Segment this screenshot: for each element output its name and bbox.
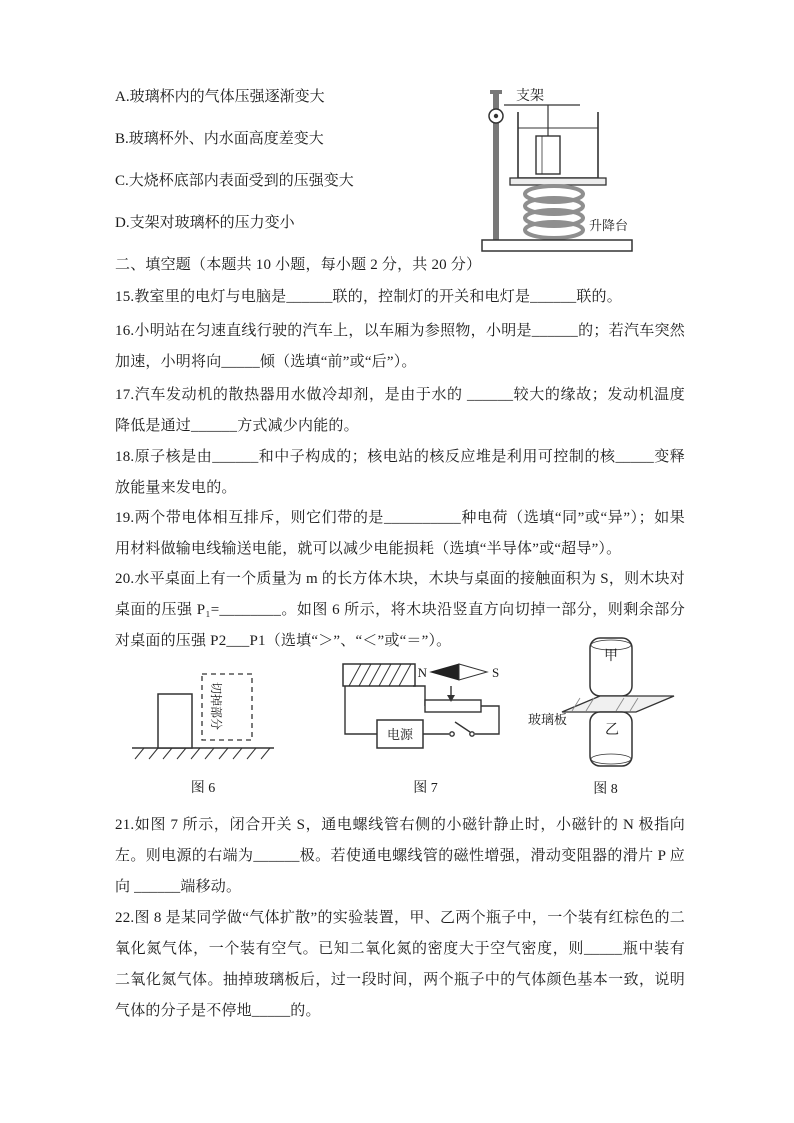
cut-portion-label: 切掉部分 <box>209 682 223 731</box>
question-19: 19.两个带电体相互排斥，则它们带的是__________种电荷（选填“同”或“异”）；如果用材料做输电线输送电能，就可以减少电能损耗（选填“半导体”或“超导”）。 <box>115 510 685 557</box>
glass-plate-label: 玻璃板 <box>528 712 568 727</box>
figure-8-caption: 图 8 <box>593 782 618 797</box>
bottle-top <box>590 638 632 696</box>
rheostat <box>425 700 481 712</box>
figure-6-caption: 图 6 <box>190 781 216 796</box>
question-21: 21.如图 7 所示，闭合开关 S，通电螺线管右侧的小磁针静止时，小磁针的 N 极指向左。则电源的右端为______极。若使通电螺线管的磁性增强，滑动变阻器的滑片 P 应向 ______端移动。 <box>115 817 685 895</box>
figure-6-diagram <box>128 656 278 768</box>
block-remaining <box>158 694 192 748</box>
bottle-bottom-label: 乙 <box>605 723 619 738</box>
stand-label: 支架 <box>516 89 544 104</box>
glass-plate <box>562 696 674 712</box>
question-18: 18.原子核是由______和中子构成的；核电站的核反应堆是利用可控制的核_____变释放能量来发电的。 <box>115 449 685 496</box>
inverted-glass <box>536 136 560 174</box>
ground-hatching <box>135 748 270 759</box>
compass-s-label: S <box>492 665 500 680</box>
option-a: A.玻璃杯内的气体压强逐渐变大 <box>115 89 325 105</box>
section-title: 二、填空题（本题共 10 小题，每小题 2 分，共 20 分） <box>115 257 482 273</box>
figure-7-diagram <box>333 650 518 768</box>
power-supply-label: 电源 <box>386 727 414 742</box>
platform-plate <box>510 178 606 185</box>
figure-7-caption: 图 7 <box>413 781 438 796</box>
option-d: D.支架对玻璃杯的压力变小 <box>115 215 295 231</box>
platform-label: 升降台 <box>589 218 629 233</box>
option-b: B.玻璃杯外、内水面高度差变大 <box>115 131 324 147</box>
figure-8-diagram <box>528 634 683 769</box>
bottle-bottom <box>590 712 632 766</box>
spring <box>525 186 583 238</box>
question-15: 15.教室里的电灯与电脑是______联的，控制灯的开关和电灯是______联的。 <box>115 289 622 305</box>
figure-8 <box>528 634 683 798</box>
option-c: C.大烧杯底部内表面受到的压强变大 <box>115 173 354 189</box>
bottle-top-label: 甲 <box>604 649 618 664</box>
question-20: 20.水平桌面上有一个质量为 m 的长方体木块，木块与桌面的接触面积为 S，则木块对桌面的压强 P₁=________。如图 6 所示，将木块沿竖直方向切掉一部分，则剩余部分对桌面的压强 P2___P1（选填“＞”、“＜”或“＝”）。 <box>115 571 685 649</box>
question-17: 17.汽车发动机的散热器用水做冷却剂，是由于水的 ______较大的缘故；发动机温度降低是通过______方式减少内能的。 <box>115 387 685 434</box>
switch <box>450 722 474 736</box>
question-22: 22.图 8 是某同学做“气体扩散”的实验装置，甲、乙两个瓶子中，一个装有红棕色的二氧化氮气体，一个装有空气。已知二氧化氮的密度大于空气密度，则_____瓶中装有二氧化氮气体。抽掉玻璃板后，过一段时间，两个瓶子中的气体颜色基本一致，说明气体的分子是不停地_____的。 <box>115 910 685 1019</box>
figure-6 <box>128 656 278 797</box>
mc-options <box>115 76 445 244</box>
apparatus-diagram <box>452 82 647 264</box>
compass-needle-icon <box>431 664 487 680</box>
compass-n-label: N <box>417 665 427 680</box>
figure-7 <box>333 650 518 797</box>
question-16: 16.小明站在匀速直线行驶的汽车上，以车厢为参照物，小明是______的；若汽车突然加速，小明将向_____倾（选填“前”或“后”）。 <box>115 323 685 370</box>
